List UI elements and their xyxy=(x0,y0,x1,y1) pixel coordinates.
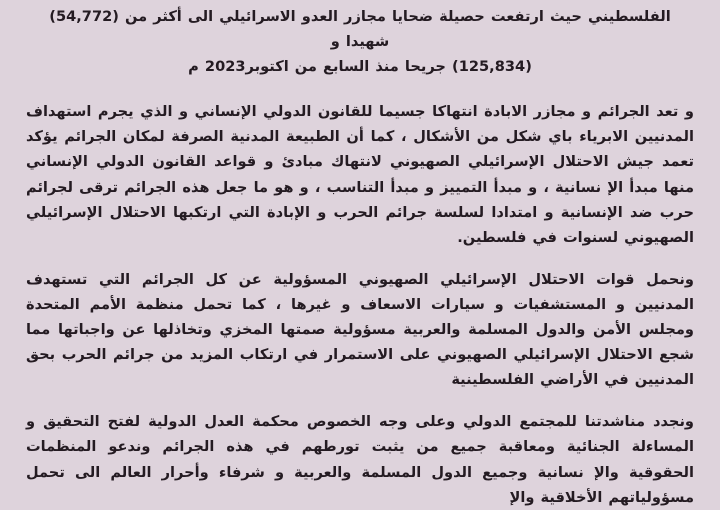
paragraph-spacer xyxy=(26,79,694,99)
paragraph-responsibility: ونحمل قوات الاحتلال الإسرائيلي الصهيوني المسؤولية عن كل الجرائم التي تستهدف المدنيين و المستشفيات و سيارات الاسعاف و غيرها ، كما تحمل منظمة الأمم المتحدة ومجلس الأمن والدول المسلمة والعربية مسؤولية صمتها المخزي وتخاذلها عن واجباتها مما شجع الاحتلال الإسرائيلي الصهيوني على الاستمرار في ارتكاب المزيد من جرائم الحرب بحق المدنيين في الأراضي الفلسطينية xyxy=(26,270,694,389)
paragraph-casualties-line-2: (125,834) جريحا منذ السابع من اكتوبر2023 م xyxy=(188,58,532,76)
paragraph-spacer xyxy=(26,250,694,267)
paragraph-crimes-classification: و تعد الجرائم و مجازر الابادة انتهاكا جسيما للقانون الدولي الإنساني و الذي يجرم استهداف المدنيين الابرياء باي شكل من الأشكال ، كما أن الطبيعة المدنية الصرفة لمكان الجرائم يؤكد تعمد جيش الاحتلال الإسرائيلي الصهيوني لانتهاك مبادئ و قواعد القانون الدولي الإنساني منها مبدأ الإ نسانية ، و مبدأ التمييز و مبدأ التناسب ، و هو ما جعل هذه الجرائم ترقى لجرائم حرب ضد الإنسانية و امتدادا لسلسة جرائم الحرب و الإبادة التي ارتكبها الاحتلال الإسرائيلي الصهيوني لسنوات في فلسطين. xyxy=(26,103,694,246)
paragraph-appeal: ونجدد مناشدتنا للمجتمع الدولي وعلى وجه الخصوص محكمة العدل الدولية لفتح التحقيق و المساءلة الجنائية ومعاقبة جميع من يثبت تورطهم في هذه الجرائم وندعو المنظمات الحقوقية والإ نسانية وجميع الدول المسلمة والعربية و شرفاء وأحرار العالم الى تحمل مسؤولياتهم الأخلاقية والإ xyxy=(26,413,694,506)
paragraph-casualties-line-1: الفلسطيني حيث ارتفعت حصيلة ضحايا مجازر العدو الاسرائيلي الى أكثر من (54,772) شهيدا و xyxy=(49,8,671,51)
paragraph-spacer xyxy=(26,392,694,409)
